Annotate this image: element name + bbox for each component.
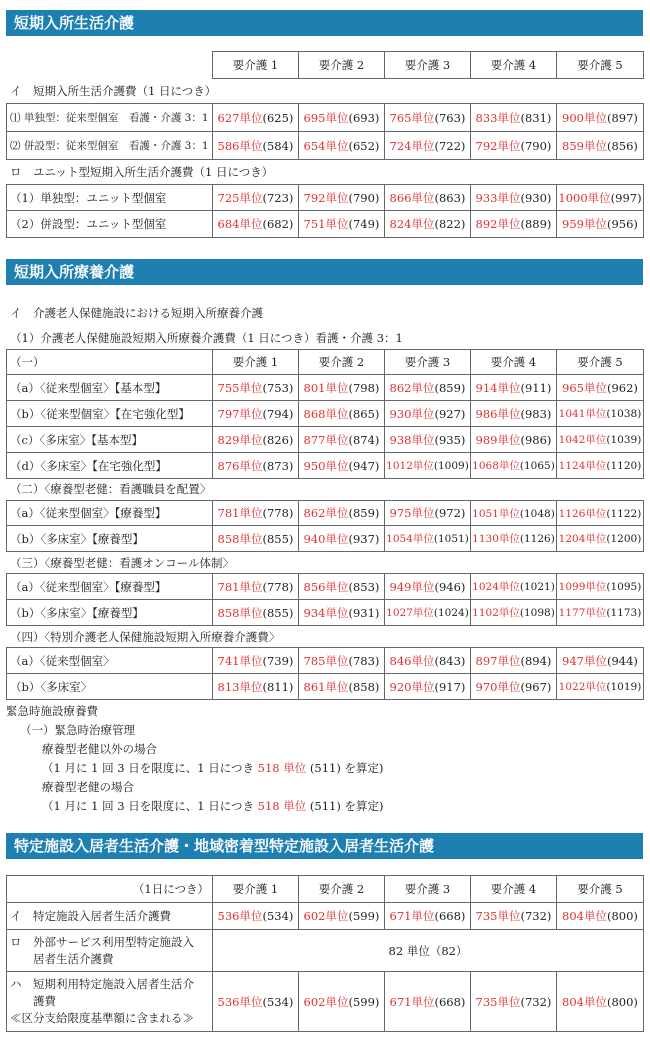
fee-cell: 862単位(859) <box>385 375 471 401</box>
fee-cell: 1022単位(1019) <box>557 674 644 700</box>
section-header-short-stay-medical-care: 短期入所療養介護 <box>6 259 643 285</box>
subsection-title: イ 短期入所生活介護費（1 日につき） <box>10 84 217 98</box>
fee-cell: 862単位(859) <box>299 501 385 526</box>
fee-cell: 724単位(722) <box>385 132 471 160</box>
fee-cell: 989単位(986) <box>471 427 557 453</box>
table-row <box>7 104 644 132</box>
emergency-rule: （1 月に 1 回 3 日を限度に、1 日につき 518 単位 (511) を算定) <box>42 799 384 813</box>
fee-cell: 627単位(625) <box>213 104 299 132</box>
row-label: （a）〈従来型個室〉【療養型】 <box>7 574 213 600</box>
fee-cell: 986単位(983) <box>471 401 557 427</box>
specified-facility-fee-table <box>6 875 644 1032</box>
row-label: ⑵ 併設型：従来型個室 看護・介護 3：1 <box>7 132 213 160</box>
fee-cell: 725単位(723) <box>213 185 299 211</box>
fee-cell: 856単位(853) <box>299 574 385 600</box>
fee-cell: 829単位(826) <box>213 427 299 453</box>
fee-cell: 695単位(693) <box>299 104 385 132</box>
fee-cell: 970単位(967) <box>471 674 557 700</box>
fee-cell: 938単位(935) <box>385 427 471 453</box>
fee-cell: 755単位(753) <box>213 375 299 401</box>
row-label: （2）併設型：ユニット型個室 <box>7 211 213 238</box>
row-label: （b）〈多床室〉【療養型】 <box>7 526 213 552</box>
fee-cell: 934単位(931) <box>299 600 385 626</box>
fee-cell: 949単位(946) <box>385 574 471 600</box>
fee-cell: 792単位(790) <box>299 185 385 211</box>
fee-cell: 1042単位(1039) <box>557 427 644 453</box>
section-header-specified-facility: 特定施設入居者生活介護・地域密着型特定施設入居者生活介護 <box>6 833 643 859</box>
table-row <box>7 648 644 674</box>
table-row <box>7 972 644 1032</box>
emergency-subtitle: （一）緊急時治療管理 <box>20 723 135 737</box>
fee-cell: 892単位(889) <box>471 211 557 238</box>
fee-cell: 1130単位(1126) <box>471 526 557 552</box>
row-label: （c）〈多床室〉【基本型】 <box>7 427 213 453</box>
fee-cell: 602単位(599) <box>299 972 385 1032</box>
fee-cell: 846単位(843) <box>385 648 471 674</box>
fee-cell: 1177単位(1173) <box>557 600 644 626</box>
group-title: （三）〈療養型老健：看護オンコール体制〉 <box>10 556 235 570</box>
row-label: ⑴ 単独型：従来型個室 看護・介護 3：1 <box>7 104 213 132</box>
fee-cell: 877単位(874) <box>299 427 385 453</box>
fee-cell: 671単位(668) <box>385 972 471 1032</box>
fee-cell: 804単位(800) <box>557 903 644 930</box>
fee-cell: 861単位(858) <box>299 674 385 700</box>
emergency-title: 緊急時施設療養費 <box>6 704 98 718</box>
fee-cell: 824単位(822) <box>385 211 471 238</box>
col-header: 要介護 1 <box>213 876 299 903</box>
fee-cell: 1041単位(1038) <box>557 401 644 427</box>
fee-cell: 1027単位(1024) <box>385 600 471 626</box>
nursing-staff-fee-table <box>6 500 644 552</box>
emergency-case: 療養型老健の場合 <box>42 780 134 794</box>
fee-cell: 804単位(800) <box>557 972 644 1032</box>
row-label: イ 特定施設入居者生活介護費 <box>7 903 213 930</box>
section-header-short-stay-life-care: 短期入所生活介護 <box>6 10 643 36</box>
health-facility-fee-table <box>6 349 644 479</box>
per-day-label: （1日につき） <box>7 876 213 903</box>
fee-cell: 868単位(865) <box>299 401 385 427</box>
fee-cell: 1126単位(1122) <box>557 501 644 526</box>
emergency-case: 療養型老健以外の場合 <box>42 742 157 756</box>
fee-cell: 536単位(534) <box>213 972 299 1032</box>
fee-cell: 751単位(749) <box>299 211 385 238</box>
col-header: 要介護 2 <box>299 876 385 903</box>
fee-cell: 1124単位(1120) <box>557 453 644 479</box>
fee-cell: 947単位(944) <box>557 648 644 674</box>
group-label: （一） <box>7 350 213 375</box>
col-header: 要介護 5 <box>557 876 644 903</box>
row-label: ハ 短期利用特定施設入居者生活介 護費 ≪区分支給限度基準額に含まれる≫ <box>7 972 213 1032</box>
fee-cell: 735単位(732) <box>471 903 557 930</box>
row-label: ロ 外部サービス利用型特定施設入 居者生活介護費 <box>7 930 213 972</box>
fee-cell: 833単位(831) <box>471 104 557 132</box>
fee-cell: 765単位(763) <box>385 104 471 132</box>
table-row <box>7 427 644 453</box>
fee-cell: 602単位(599) <box>299 903 385 930</box>
fee-cell: 950単位(947) <box>299 453 385 479</box>
table-row <box>7 930 644 972</box>
short-stay-life-care-header-table <box>212 51 644 79</box>
fee-cell: 876単位(873) <box>213 453 299 479</box>
fee-cell: 866単位(863) <box>385 185 471 211</box>
fee-cell: 1204単位(1200) <box>557 526 644 552</box>
flat-fee-cell: 82 単位（82） <box>213 930 644 972</box>
col-header: 要介護 5 <box>557 350 644 375</box>
table-row <box>7 903 644 930</box>
table-row <box>7 600 644 626</box>
fee-cell: 914単位(911) <box>471 375 557 401</box>
row-label: （1）単独型：ユニット型個室 <box>7 185 213 211</box>
table-row <box>7 674 644 700</box>
fee-cell: 1024単位(1021) <box>471 574 557 600</box>
row-label: （d）〈多床室〉【在宅強化型】 <box>7 453 213 479</box>
fee-cell: 684単位(682) <box>213 211 299 238</box>
table-header-row <box>7 350 644 375</box>
unit-type-fee-table <box>6 184 644 238</box>
row-label: （b）〈多床室〉【療養型】 <box>7 600 213 626</box>
col-header: 要介護 1 <box>213 350 299 375</box>
row-label: （b）〈多床室〉 <box>7 674 213 700</box>
fee-cell: 1054単位(1051) <box>385 526 471 552</box>
fee-cell: 965単位(962) <box>557 375 644 401</box>
subsection-title: イ 介護老人保健施設における短期入所療養介護 <box>10 306 263 320</box>
fee-cell: 781単位(778) <box>213 501 299 526</box>
fee-cell: 930単位(927) <box>385 401 471 427</box>
row-label: （b）〈従来型個室〉【在宅強化型】 <box>7 401 213 427</box>
fee-cell: 1099単位(1095) <box>557 574 644 600</box>
subsection-title: ロ ユニット型短期入所生活介護費（1 日につき） <box>10 165 274 179</box>
oncall-fee-table <box>6 573 644 626</box>
fee-cell: 735単位(732) <box>471 972 557 1032</box>
fee-cell: 785単位(783) <box>299 648 385 674</box>
table-row <box>7 375 644 401</box>
fee-cell: 975単位(972) <box>385 501 471 526</box>
fee-cell: 813単位(811) <box>213 674 299 700</box>
fee-cell: 671単位(668) <box>385 903 471 930</box>
fee-cell: 920単位(917) <box>385 674 471 700</box>
table-row <box>7 526 644 552</box>
fee-cell: 797単位(794) <box>213 401 299 427</box>
fee-cell: 536単位(534) <box>213 903 299 930</box>
table-row <box>7 501 644 526</box>
col-header: 要介護 3 <box>385 350 471 375</box>
fee-cell: 654単位(652) <box>299 132 385 160</box>
fee-cell: 933単位(930) <box>471 185 557 211</box>
fee-cell: 586単位(584) <box>213 132 299 160</box>
row-label: （a）〈従来型個室〉【療養型】 <box>7 501 213 526</box>
col-header: 要介護 4 <box>471 350 557 375</box>
fee-cell: 858単位(855) <box>213 526 299 552</box>
table-row <box>7 401 644 427</box>
table-row <box>7 211 644 238</box>
col-header: 要介護 4 <box>471 876 557 903</box>
short-stay-life-care-fee-table <box>6 103 644 160</box>
row-label: （a）〈従来型個室〉 <box>7 648 213 674</box>
col-header: 要介護 3 <box>385 52 471 79</box>
col-header: 要介護 4 <box>471 52 557 79</box>
fee-cell: 1051単位(1048) <box>471 501 557 526</box>
fee-cell: 959単位(956) <box>557 211 644 238</box>
fee-cell: 741単位(739) <box>213 648 299 674</box>
table-row <box>7 185 644 211</box>
fee-cell: 792単位(790) <box>471 132 557 160</box>
special-facility-fee-table <box>6 647 644 700</box>
table-header-row <box>7 876 644 903</box>
col-header: 要介護 3 <box>385 876 471 903</box>
fee-cell: 1012単位(1009) <box>385 453 471 479</box>
emergency-rule: （1 月に 1 回 3 日を限度に、1 日につき 518 単位 (511) を算定) <box>42 761 384 775</box>
fee-cell: 1068単位(1065) <box>471 453 557 479</box>
col-header: 要介護 2 <box>299 350 385 375</box>
col-header: 要介護 2 <box>299 52 385 79</box>
table-row <box>7 574 644 600</box>
fee-cell: 781単位(778) <box>213 574 299 600</box>
table-row <box>7 453 644 479</box>
table-row <box>7 132 644 160</box>
fee-cell: 897単位(894) <box>471 648 557 674</box>
group-title: （二）〈療養型老健：看護職員を配置〉 <box>10 482 212 496</box>
fee-cell: 858単位(855) <box>213 600 299 626</box>
fee-cell: 801単位(798) <box>299 375 385 401</box>
row-label: （a）〈従来型個室〉【基本型】 <box>7 375 213 401</box>
fee-cell: 940単位(937) <box>299 526 385 552</box>
fee-cell: 1102単位(1098) <box>471 600 557 626</box>
fee-cell: 900単位(897) <box>557 104 644 132</box>
col-header: 要介護 5 <box>557 52 644 79</box>
group-title: （四）〈特別介護老人保健施設短期入所療養介護費〉 <box>10 630 281 644</box>
fee-cell: 859単位(856) <box>557 132 644 160</box>
fee-cell: 1000単位(997) <box>557 185 644 211</box>
col-header: 要介護 1 <box>213 52 299 79</box>
subsection-title: （1）介護老人保健施設短期入所療養介護費（1 日につき）看護・介護 3：1 <box>10 331 403 345</box>
